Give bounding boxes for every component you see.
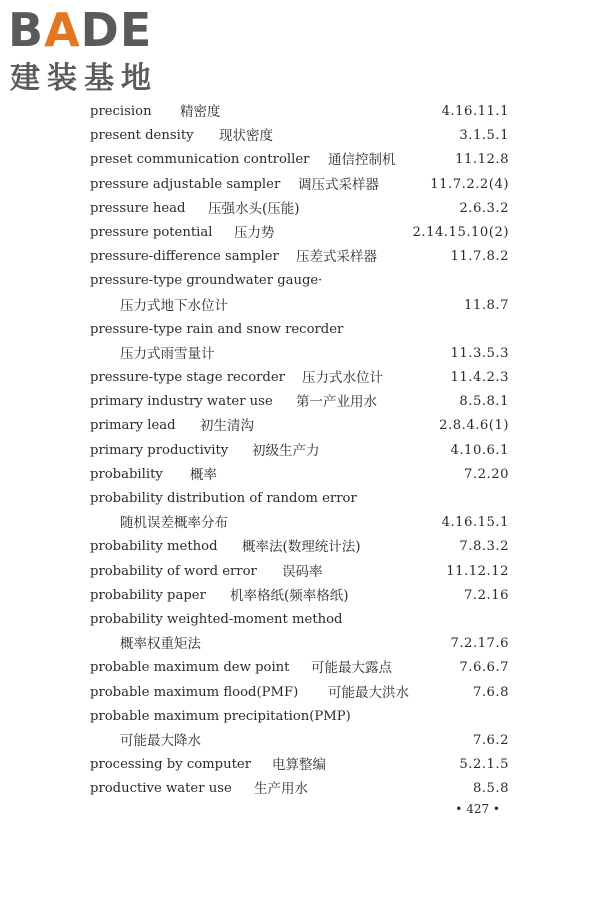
entry-term: primary lead: [90, 418, 176, 434]
entry-chinese: 压强水头(压能): [208, 200, 300, 217]
entry-chinese: 精密度: [180, 104, 221, 120]
glossary-entry: [0, 439, 600, 463]
glossary-entry: [0, 608, 600, 632]
entry-chinese: 概率法(数理统计法): [242, 539, 361, 556]
logo-subtitle: 建装基地: [10, 61, 158, 96]
glossary-entry: [0, 173, 600, 197]
entry-section-number: 8.5.8.1: [459, 394, 509, 410]
entry-section-number: 11.7.8.2: [450, 249, 509, 265]
glossary-entry: [0, 535, 600, 559]
entry-term: probability paper: [90, 587, 206, 603]
entry-term: pressure potential: [90, 224, 213, 240]
entry-term: pressure-type groundwater gauge: [90, 273, 319, 289]
page-number: • 427 •: [455, 802, 500, 816]
entry-term: probability: [90, 466, 163, 482]
entry-chinese: 压差式采样器: [296, 249, 377, 266]
entry-section-number: 7.2.20: [464, 466, 509, 482]
entry-section-number: 7.2.17.6: [450, 636, 509, 652]
entry-section-number: 11.4.2.3: [450, 370, 509, 386]
entry-section-number: 11.8.7: [464, 297, 509, 313]
entry-section-number: 11.3.5.3: [450, 345, 509, 361]
glossary-entry: [0, 245, 600, 269]
glossary-entry: [0, 414, 600, 438]
entry-chinese: 概率: [190, 466, 217, 483]
glossary-entry: [0, 681, 600, 705]
entry-term: probability method: [90, 539, 218, 555]
entry-section-number: 11.12.12: [446, 563, 509, 579]
entry-term: productive water use: [90, 781, 232, 797]
entry-section-number: 7.6.2: [472, 732, 509, 748]
entry-term: pressure head: [90, 200, 186, 216]
glossary-entry: [0, 753, 600, 777]
entry-section-number: 5.2.1.5: [459, 757, 509, 773]
entry-chinese: 机率格纸(频率格纸): [230, 587, 349, 604]
entry-term: pressure-difference sampler: [90, 249, 279, 265]
entry-section-number: 11.7.2.2(4): [430, 176, 509, 192]
entry-section-number: 2.14.15.10(2): [412, 224, 509, 240]
entry-term: precision: [90, 104, 152, 119]
entry-term: present density: [90, 128, 194, 144]
entry-section-number: 8.5.8: [472, 781, 509, 797]
entry-section-number: 2.8.4.6(1): [439, 418, 509, 434]
entry-chinese: 压力势: [234, 224, 275, 241]
entry-section-number: 2.6.3.2: [459, 200, 509, 216]
entry-term: probability of word error: [90, 563, 257, 579]
entry-chinese: 可能最大露点: [311, 660, 392, 677]
entry-section-number: 7.8.3.2: [459, 539, 509, 555]
entry-chinese: 可能最大洪水: [328, 684, 409, 701]
bade-logo: [8, 3, 178, 98]
glossary-entry: [0, 124, 600, 148]
entry-chinese: 压力式地下水位计: [120, 297, 228, 314]
glossary-entry: [0, 366, 600, 390]
entry-term: processing by computer: [90, 757, 252, 773]
glossary-entry: [0, 269, 600, 293]
entry-chinese: 第一产业用水: [296, 394, 377, 411]
glossary-entry: [0, 729, 600, 753]
entry-section-number: 4.16.11.1: [441, 104, 509, 119]
glossary-entry: [0, 197, 600, 221]
logo-wordmark: BADE: [8, 3, 153, 57]
glossary-entry: [0, 487, 600, 511]
entry-chinese: 调压式采样器: [298, 176, 379, 193]
entry-chinese: 压力式雨雪量计: [120, 345, 215, 362]
entry-section-number: 11.12.8: [455, 152, 509, 168]
entry-section-number: 4.16.15.1: [441, 515, 509, 531]
glossary-entry: [0, 560, 600, 584]
entry-term: pressure adjustable sampler: [90, 176, 281, 192]
entry-term: primary industry water use: [90, 394, 273, 410]
glossary-entry: [0, 632, 600, 656]
glossary-entry: [0, 511, 600, 535]
entry-term: probable maximum precipitation(PMP): [90, 708, 351, 724]
stray-dot: ·: [318, 273, 323, 289]
entry-chinese: 通信控制机: [328, 152, 396, 169]
glossary-entries: [0, 100, 600, 801]
glossary-entry: [0, 705, 600, 729]
glossary-entry: [0, 584, 600, 608]
glossary-entry: [0, 100, 600, 124]
glossary-entry: [0, 656, 600, 680]
entry-section-number: 3.1.5.1: [459, 128, 509, 144]
entry-term: pressure-type stage recorder: [90, 370, 285, 386]
entry-term: preset communication controller: [90, 152, 310, 168]
glossary-entry: [0, 148, 600, 172]
glossary-entry: [0, 221, 600, 245]
entry-term: probable maximum flood(PMF): [90, 684, 299, 700]
entry-chinese: 可能最大降水: [120, 732, 201, 749]
entry-chinese: 生产用水: [254, 781, 308, 798]
glossary-entry: [0, 463, 600, 487]
entry-chinese: 初生清沟: [200, 418, 254, 435]
entry-term: probability distribution of random error: [90, 491, 357, 506]
entry-term: probability weighted-moment method: [90, 611, 343, 627]
glossary-entry: [0, 777, 600, 801]
glossary-entry: [0, 342, 600, 366]
entry-chinese: 现状密度: [219, 128, 273, 145]
glossary-entry: [0, 318, 600, 342]
entry-chinese: 概率权重矩法: [120, 636, 201, 653]
entry-section-number: 7.6.6.7: [459, 660, 509, 676]
entry-chinese: 电算整编: [272, 757, 326, 774]
entry-chinese: 初级生产力: [252, 442, 320, 459]
entry-section-number: 7.2.16: [464, 587, 509, 603]
entry-chinese: 误码率: [282, 563, 323, 580]
entry-term: probable maximum dew point: [90, 660, 290, 676]
glossary-entry: [0, 294, 600, 318]
entry-section-number: 4.10.6.1: [450, 442, 509, 458]
entry-chinese: 随机误差概率分布: [120, 515, 228, 532]
entry-section-number: 7.6.8: [472, 684, 509, 700]
entry-term: pressure-type rain and snow recorder: [90, 321, 344, 337]
entry-chinese: 压力式水位计: [302, 370, 383, 387]
entry-term: primary productivity: [90, 442, 229, 458]
glossary-entry: [0, 390, 600, 414]
